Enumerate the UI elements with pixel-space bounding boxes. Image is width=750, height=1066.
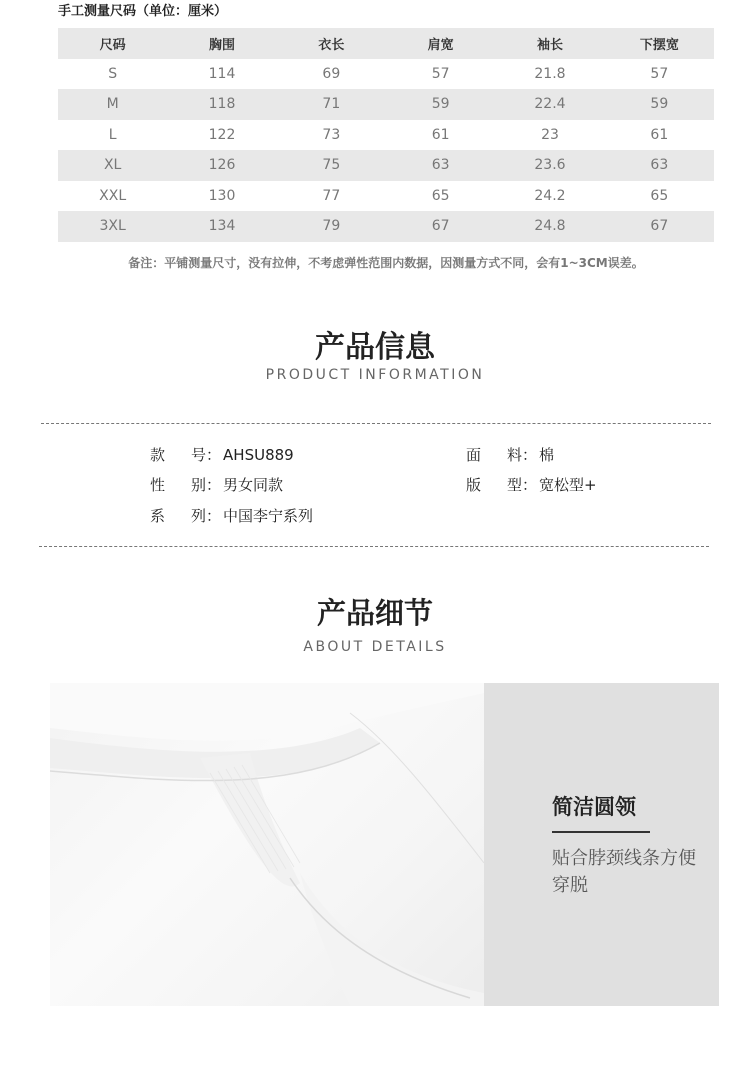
- info-value: 宽松型+: [539, 476, 597, 494]
- table-cell: 69: [322, 65, 341, 82]
- table-row: [58, 89, 714, 120]
- table-row: [58, 211, 714, 242]
- col-chest: 胸围: [167, 28, 276, 59]
- table-cell: 22.4: [495, 89, 604, 120]
- table-cell: 61: [431, 126, 450, 143]
- table-cell: 130: [208, 187, 236, 204]
- table-cell: XXL: [99, 187, 127, 204]
- col-length: 衣长: [277, 28, 386, 59]
- size-table-header: [58, 28, 714, 59]
- info-style-no: 款 号 ： AHSU889: [150, 445, 294, 464]
- table-cell: 75: [277, 150, 386, 181]
- table-cell: 65: [650, 187, 669, 204]
- divider-bottom: [39, 546, 709, 547]
- table-cell: 114: [208, 65, 236, 82]
- info-label: 号: [191, 446, 207, 464]
- table-cell: 24.2: [534, 187, 566, 204]
- table-cell: 67: [386, 211, 495, 242]
- detail-panel: [50, 683, 719, 1006]
- size-table: [58, 28, 714, 242]
- table-cell: 24.8: [495, 211, 604, 242]
- info-label: 列: [191, 507, 207, 525]
- info-label: 型: [507, 476, 523, 494]
- product-details-subtitle: ABOUT DETAILS: [303, 639, 447, 655]
- info-fit: 版 型 ： 宽松型+: [466, 476, 597, 494]
- info-label: 别: [191, 476, 207, 494]
- divider-top: [41, 423, 711, 424]
- info-label: 款: [150, 446, 166, 464]
- product-details-title: 产品细节: [316, 596, 433, 630]
- table-cell: 61: [650, 126, 669, 143]
- table-cell: 134: [167, 211, 276, 242]
- info-label: 版: [466, 476, 482, 494]
- info-label: 性: [150, 476, 166, 494]
- table-cell: 23: [541, 126, 559, 143]
- info-gender: 性 别 ： 男女同款: [150, 476, 284, 494]
- detail-side-panel: [484, 683, 719, 1006]
- info-value: AHSU889: [223, 445, 294, 464]
- product-info-subtitle: PRODUCT INFORMATION: [265, 367, 485, 383]
- feature-title: 简洁圆领: [552, 795, 636, 819]
- col-size: 尺码: [58, 28, 167, 59]
- table-cell: 126: [167, 150, 276, 181]
- feature-description: 贴合脖颈线条方便穿脱: [552, 848, 696, 896]
- table-cell: L: [108, 126, 117, 143]
- table-cell: 73: [322, 126, 341, 143]
- feature-underline: [552, 831, 650, 833]
- info-fabric: 面 料 ： 棉: [466, 446, 555, 464]
- table-cell: 63: [605, 150, 714, 181]
- info-series: 系 列 ： 中国李宁系列: [150, 507, 314, 525]
- table-cell: 3XL: [58, 211, 167, 242]
- info-label: 面: [466, 446, 482, 464]
- size-note: 备注：平铺测量尺寸，没有拉伸，不考虑弹性范围内数据，因测量方式不同，会有1~3CM误差。: [128, 256, 644, 270]
- col-sleeve: 袖长: [495, 28, 604, 59]
- info-label: 料: [507, 446, 523, 464]
- table-cell: XL: [58, 150, 167, 181]
- table-cell: 59: [605, 89, 714, 120]
- info-value: 棉: [539, 446, 555, 464]
- collar-photo: [50, 683, 484, 1006]
- table-cell: 67: [605, 211, 714, 242]
- table-cell: 57: [650, 65, 669, 82]
- table-cell: S: [108, 65, 118, 82]
- col-shoulder: 肩宽: [386, 28, 495, 59]
- table-cell: 21.8: [534, 65, 566, 82]
- table-cell: 63: [386, 150, 495, 181]
- info-value: 中国李宁系列: [223, 507, 314, 525]
- table-cell: 118: [167, 89, 276, 120]
- product-info-title: 产品信息: [315, 330, 435, 365]
- collar-illustration: [50, 683, 484, 1006]
- info-label: 系: [150, 507, 166, 525]
- table-row: [58, 181, 714, 212]
- col-hem: 下摆宽: [605, 28, 714, 59]
- table-row: [58, 120, 714, 151]
- table-cell: 59: [386, 89, 495, 120]
- table-cell: 79: [277, 211, 386, 242]
- table-cell: 77: [322, 187, 341, 204]
- table-cell: 71: [277, 89, 386, 120]
- table-cell: 57: [431, 65, 450, 82]
- table-row: [58, 59, 714, 90]
- table-cell: 122: [208, 126, 236, 143]
- table-row: [58, 150, 714, 181]
- table-cell: 23.6: [495, 150, 604, 181]
- info-value: 男女同款: [223, 476, 284, 494]
- size-chart-title: 手工测量尺码（单位：厘米）: [58, 4, 228, 19]
- table-cell: 65: [431, 187, 450, 204]
- table-cell: M: [58, 89, 167, 120]
